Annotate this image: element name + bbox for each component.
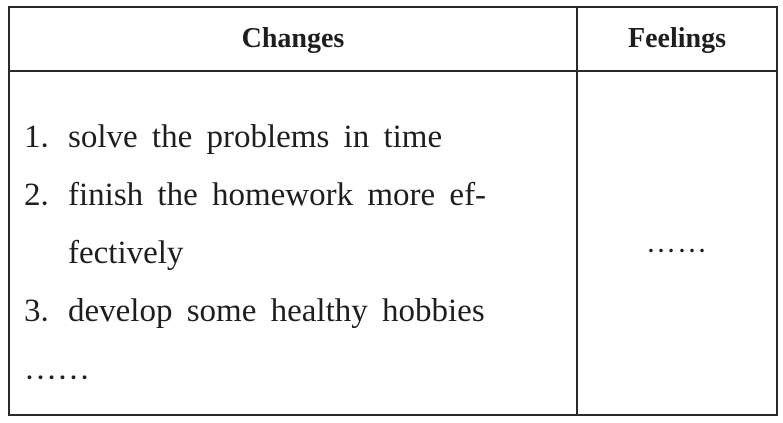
change-item-1: [24, 108, 569, 166]
feelings-ellipsis: ……: [646, 226, 708, 259]
changes-list: [24, 108, 569, 398]
change-item-2: [24, 166, 569, 224]
change-number: 2.: [24, 177, 49, 213]
header-changes: Changes: [241, 23, 345, 54]
changes-feelings-table: [8, 6, 778, 416]
change-item-3: [24, 282, 569, 340]
change-number: 3.: [24, 293, 49, 329]
change-text: solve the problems in time: [68, 119, 443, 155]
change-number: 1.: [24, 119, 49, 155]
change-text: finish the homework more ef-: [68, 177, 487, 213]
change-text: develop some healthy hobbies: [68, 293, 485, 329]
change-text-continuation: fectively: [68, 235, 184, 271]
change-item-2-continuation: [24, 224, 569, 282]
header-feelings: Feelings: [628, 23, 726, 54]
changes-ellipsis: ……: [24, 351, 90, 387]
